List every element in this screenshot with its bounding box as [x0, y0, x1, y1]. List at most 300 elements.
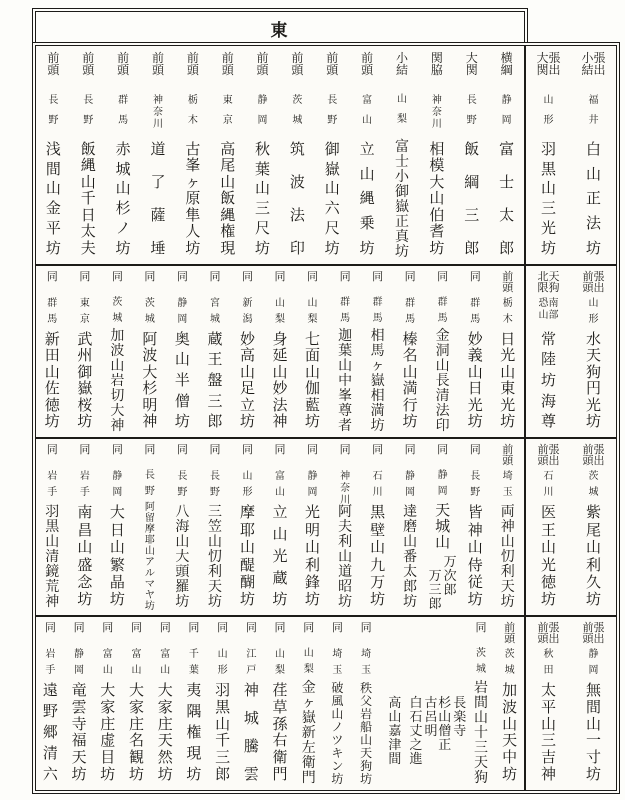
- band-1-main-columns: [36, 46, 524, 264]
- province-line: 神 奈 川: [431, 95, 442, 130]
- rank-line: 同: [437, 443, 449, 457]
- province-line: 岩 手: [79, 471, 90, 499]
- entry-rank: [134, 444, 167, 471]
- banzuke-entry: [71, 46, 106, 264]
- entry-rank: [134, 271, 167, 299]
- banzuke-entry: [231, 439, 264, 615]
- banzuke-entry: [106, 46, 141, 264]
- entry-rank: [36, 52, 71, 96]
- entry-name: [526, 329, 571, 438]
- name-line: 紫 尾 山 利 久 坊: [585, 503, 601, 609]
- entry-name: [101, 505, 134, 615]
- entry-name: [166, 505, 199, 616]
- entry-province: [106, 96, 141, 142]
- province-line: 長 野: [83, 95, 94, 126]
- banzuke-entry: [245, 46, 280, 264]
- name-line: 白 山 正 法 坊: [585, 140, 601, 257]
- banzuke-entry: [385, 46, 420, 264]
- province-line: 静 岡: [501, 95, 512, 126]
- entry-province: [71, 96, 106, 142]
- province-line: 恐 山: [538, 297, 549, 321]
- banzuke-entry: [266, 617, 295, 790]
- name-line: 阿 留 摩 耶 山 ア ル マ ヤ 坊: [144, 501, 155, 612]
- entry-rank: [151, 622, 180, 650]
- entry-name: [526, 505, 571, 615]
- rank-line: 同: [274, 269, 286, 283]
- entry-province: [361, 298, 394, 330]
- name-line: 迦 葉 山 中 峯 尊 者: [338, 328, 353, 435]
- entry-name: [361, 505, 394, 615]
- entry-name: [323, 682, 352, 790]
- entry-name: [69, 505, 102, 615]
- name-line: 金 ヶ 嶽 新 左 衛 門: [301, 680, 316, 787]
- entry-rank: [419, 52, 454, 96]
- rank-line: 前 頭: [221, 51, 234, 77]
- banzuke-entry: [294, 617, 323, 790]
- entry-name: [467, 681, 496, 790]
- rank-line: 同: [245, 621, 257, 635]
- rank-line: 前 頭: [256, 51, 269, 77]
- entry-rank: [495, 622, 524, 650]
- rank-line: 同: [73, 621, 85, 635]
- entry-name: [409, 683, 438, 790]
- name-line: 阿 波 大 杉 明 神: [142, 329, 158, 431]
- banzuke-entry: [166, 439, 199, 615]
- province-line: 宮 城: [209, 297, 220, 325]
- entry-province: [380, 650, 409, 683]
- entry-rank: [122, 622, 151, 650]
- entry-rank: [323, 622, 352, 649]
- province-line: 静 岡: [437, 470, 448, 498]
- name-line: 白 石 丈 之 進: [409, 696, 423, 768]
- province-line: 茨 城: [475, 648, 486, 676]
- province-line: 山 梨: [275, 649, 286, 677]
- entry-province: [426, 471, 459, 503]
- entry-province: [350, 96, 385, 142]
- rank-line: 前 頭: [537, 621, 549, 646]
- entry-name: [426, 329, 459, 437]
- band-4-haridashi-columns: [524, 617, 616, 790]
- entry-rank: [394, 444, 427, 472]
- rank-line: 前 頭: [151, 51, 164, 77]
- entry-province: [69, 472, 102, 505]
- banzuke-entry: [489, 46, 524, 264]
- rank-line: 同: [307, 443, 319, 457]
- banzuke-entry: [315, 46, 350, 264]
- banzuke-entry: [101, 266, 134, 438]
- entry-province: [122, 650, 151, 683]
- banzuke-entry: [571, 266, 616, 438]
- name-line: 加 波 山 岩 切 大 神: [110, 328, 125, 435]
- name-line: 荏 草 孫 右 衛 門: [272, 681, 288, 783]
- entry-province: [491, 472, 524, 505]
- rank-line: 前 頭: [117, 51, 130, 77]
- rank-line: 小 結: [395, 51, 408, 77]
- province-line: 茨 城: [112, 296, 123, 324]
- entry-name: [36, 329, 69, 438]
- entry-province: [69, 299, 102, 332]
- name-line: 大 日 山 繁 晶 坊: [109, 503, 125, 609]
- entry-name: [571, 683, 616, 790]
- province-line: 埼 玉: [332, 648, 343, 676]
- rank-line: 同: [176, 269, 188, 283]
- entry-rank: [141, 52, 176, 96]
- rank-line: 同: [241, 269, 253, 283]
- province-line: 埼 玉: [502, 471, 513, 499]
- entry-rank: [526, 622, 571, 650]
- banzuke-entry: [36, 266, 69, 438]
- entry-rank: [352, 622, 381, 649]
- banzuke-entry: [459, 266, 492, 438]
- province-line: 山 形: [588, 297, 599, 325]
- rank-line: 同: [274, 621, 286, 635]
- name-line: 相 馬 ヶ 嶽 相 満 坊: [370, 328, 385, 435]
- banzuke-entry: [180, 617, 209, 790]
- rank-band-1: [36, 46, 616, 264]
- name-line: 立 山 光 蔵 坊: [272, 503, 288, 609]
- banzuke-entry: [36, 439, 69, 615]
- entry-name: [419, 142, 454, 264]
- name-line: 飯 縄 山 千 日 太 夫: [80, 140, 96, 257]
- rank-line: 同: [79, 443, 91, 457]
- rank-line: 同: [44, 621, 56, 635]
- entry-province: [296, 472, 329, 505]
- entry-name: [394, 329, 427, 438]
- entry-name: [208, 683, 237, 790]
- entry-rank: [101, 444, 134, 472]
- rank-line: 同: [241, 443, 253, 457]
- rank-line: 同: [144, 269, 156, 283]
- entry-rank: [245, 52, 280, 96]
- entry-rank: [280, 52, 315, 96]
- entry-province: [134, 299, 167, 332]
- entry-name: [426, 503, 459, 615]
- province-line: 富 山: [160, 649, 171, 677]
- rank-line: 同: [372, 443, 384, 457]
- entry-rank: [36, 622, 65, 650]
- province-line: 山 梨: [303, 648, 314, 676]
- entry-province: [323, 650, 352, 682]
- name-line: 奥 山 半 僧 坊: [174, 329, 190, 431]
- entry-province: [467, 649, 496, 681]
- entry-name: [101, 329, 134, 437]
- entry-rank: [264, 271, 297, 299]
- province-line: 長 野: [466, 95, 477, 126]
- name-line: 達 磨 山 番 太 郎 坊: [403, 503, 418, 610]
- province-line: 南 部: [548, 297, 559, 321]
- name-line: 長 楽 寺: [453, 696, 467, 740]
- banzuke-entry: [264, 266, 297, 438]
- banzuke-entry: [65, 617, 94, 790]
- banzuke-entry: [491, 439, 524, 615]
- entry-name: [526, 142, 571, 264]
- entry-name: [438, 683, 467, 790]
- entry-rank: [426, 444, 459, 471]
- entry-rank: [526, 444, 571, 472]
- entry-province: [93, 650, 122, 683]
- entry-name: [122, 683, 151, 790]
- province-line: 群 馬: [372, 296, 383, 324]
- province-line: 岩 手: [47, 471, 58, 499]
- rank-line: 前 頭: [537, 443, 549, 468]
- entry-rank: [491, 271, 524, 299]
- entry-rank: [459, 444, 492, 472]
- banzuke-entry: [571, 439, 616, 615]
- banzuke-entry: [36, 617, 65, 790]
- name-line: 妙 高 山 足 立 坊: [239, 329, 255, 431]
- entry-name: [199, 329, 232, 438]
- entry-rank: [237, 622, 266, 650]
- province-line: 群 馬: [405, 297, 416, 325]
- banzuke-entry: [526, 46, 571, 264]
- name-line: 高 山 嘉 津 間: [388, 696, 402, 768]
- entry-rank: [208, 622, 237, 650]
- rank-line: 横 綱: [500, 51, 513, 77]
- entry-rank: [454, 52, 489, 96]
- name-line: 妙 義 山 日 光 坊: [467, 329, 483, 431]
- banzuke-entry: [426, 439, 459, 615]
- name-line: 羽 黒 山 清 鏡 荒 神: [45, 503, 60, 610]
- name-line: 三 笠 山 忉 利 天 坊: [207, 503, 222, 610]
- entry-rank: [231, 444, 264, 472]
- entry-name: [266, 683, 295, 790]
- entry-province: [426, 298, 459, 330]
- entry-name: [264, 505, 297, 615]
- name-line: 遠 野 郷 清 六: [42, 681, 58, 783]
- banzuke-entry: [526, 439, 571, 615]
- band-4-main-columns: [36, 617, 524, 790]
- rank-line: 張 出: [593, 443, 605, 468]
- band-2-haridashi-columns: [524, 266, 616, 438]
- entry-province: [36, 299, 69, 332]
- rank-line: 張 出: [593, 269, 605, 294]
- province-line: 静 岡: [74, 649, 85, 677]
- banzuke-entry: [571, 46, 616, 264]
- banzuke-entry: [454, 46, 489, 264]
- banzuke-entry: [361, 266, 394, 438]
- entry-province: [101, 298, 134, 330]
- banzuke-entry: [101, 439, 134, 615]
- name-line: 富 士 小 御 嶽 正 真 坊: [394, 138, 409, 260]
- entry-name: [210, 142, 245, 264]
- entry-province: [264, 472, 297, 505]
- entry-name: [296, 505, 329, 615]
- entry-rank: [409, 622, 438, 650]
- name-line: 古 峯 ヶ 原 隼 人 坊: [185, 140, 201, 257]
- entry-name: [71, 142, 106, 264]
- entry-name: [571, 329, 616, 438]
- name-line: 身 延 山 妙 法 神: [272, 329, 288, 431]
- entry-rank: [69, 271, 102, 299]
- entry-rank: [296, 271, 329, 299]
- name-line: 赤 城 山 杉 ノ 坊: [115, 140, 131, 257]
- name-line: 大 家 庄 虚 目 坊: [100, 681, 116, 783]
- name-line: 太 平 山 三 吉 神: [540, 681, 556, 783]
- entry-province: [571, 299, 616, 332]
- entry-province: [526, 472, 571, 505]
- entry-name: [69, 329, 102, 438]
- band-3-main-columns: [36, 439, 524, 615]
- entry-province: [237, 650, 266, 683]
- rank-line: 前 頭: [502, 269, 514, 294]
- rank-line: 同: [131, 621, 142, 635]
- province-line: 山 形: [242, 471, 253, 499]
- entry-rank: [571, 444, 616, 472]
- name-line: 秩 父 岩 船 山 天 狗 坊: [360, 680, 373, 786]
- province-line: 静 岡: [588, 649, 599, 677]
- province-line: 静 岡: [307, 471, 318, 499]
- entry-name: [264, 329, 297, 438]
- name-line: 富 士 太 郎: [499, 140, 515, 257]
- entry-province: [459, 299, 492, 332]
- entry-rank: [199, 271, 232, 299]
- rank-line: 同: [404, 443, 416, 457]
- province-line: 栃 木: [502, 297, 513, 325]
- entry-province: [394, 472, 427, 505]
- entry-name: [65, 683, 94, 790]
- entry-rank: [231, 271, 264, 299]
- entry-name: [36, 683, 65, 790]
- banzuke-entry: [394, 439, 427, 615]
- name-line: 筑 波 法 印: [289, 140, 305, 257]
- rank-line: 関 脇: [430, 51, 443, 77]
- name-line: 武 州 御 嶽 桜 坊: [77, 329, 93, 431]
- rank-line: 同: [339, 443, 351, 457]
- name-line: 古 呂 明: [424, 696, 438, 740]
- entry-rank: [459, 271, 492, 299]
- name-line: 榛 名 山 満 行 坊: [402, 329, 418, 431]
- rank-line: 張 出: [593, 621, 605, 646]
- entry-rank: [296, 444, 329, 472]
- east-header-box: [32, 8, 528, 45]
- rank-line: 同: [475, 621, 487, 635]
- entry-province: [526, 650, 571, 683]
- province-line: 富 山: [131, 649, 142, 677]
- name-line: 新 田 山 佐 徳 坊: [44, 329, 60, 431]
- entry-rank: [361, 444, 394, 472]
- rank-line: 同: [469, 443, 481, 457]
- entry-rank: [489, 52, 524, 96]
- name-line: 両 神 山 忉 利 天 坊: [500, 503, 515, 610]
- entry-province: [571, 472, 616, 505]
- entry-province: [101, 472, 134, 505]
- rank-line: 大 関: [536, 51, 549, 77]
- province-line: 長 野: [144, 470, 155, 498]
- entry-name: [495, 683, 524, 790]
- rank-line: 同: [274, 443, 286, 457]
- entry-name: [361, 329, 394, 437]
- banzuke-entry: [199, 266, 232, 438]
- rank-line: 同: [469, 269, 481, 283]
- province-line: 山 形: [543, 95, 554, 126]
- province-line: 福 井: [588, 95, 599, 126]
- rank-line: 同: [339, 269, 351, 283]
- entry-province: [394, 299, 427, 332]
- entry-province: [245, 96, 280, 142]
- entry-province: [134, 471, 167, 503]
- province-line: 埼 玉: [361, 648, 372, 676]
- entry-rank: [438, 622, 467, 650]
- entry-name: [36, 142, 71, 264]
- entry-rank: [350, 52, 385, 96]
- name-line: 破 風 山 ノ ツ キ ン 坊: [331, 680, 344, 786]
- province-line: 群 馬: [470, 297, 481, 325]
- entry-name: [280, 142, 315, 264]
- province-line: 山 梨: [275, 297, 286, 325]
- banzuke-entry: [141, 46, 176, 264]
- banzuke-entry: [166, 266, 199, 438]
- banzuke-entry: [426, 266, 459, 438]
- entry-province: [231, 299, 264, 332]
- name-line: 秋 葉 山 三 尺 坊: [255, 140, 271, 257]
- entry-province: [36, 650, 65, 683]
- entry-subnames: [429, 556, 457, 611]
- name-line: 蔵 王 盤 三 郎: [207, 329, 223, 431]
- name-line: 道 了 薩 埵: [150, 140, 166, 257]
- entry-province: [166, 299, 199, 332]
- entry-name: [571, 505, 616, 615]
- name-line: 御 嶽 山 六 尺 坊: [324, 140, 340, 257]
- entry-name: [180, 683, 209, 790]
- rank-band-4: [36, 615, 616, 790]
- province-line: 秋 田: [543, 649, 554, 677]
- banzuke-entry: [438, 617, 467, 790]
- entry-province: [352, 650, 381, 682]
- rank-line: 同: [102, 621, 114, 635]
- name-line: 八 海 山 大 頭 羅 坊: [175, 503, 190, 610]
- province-line: 茨 城: [588, 471, 599, 499]
- entry-rank: [266, 622, 295, 650]
- rank-line: 前 頭: [361, 51, 374, 77]
- banzuke-entry: [571, 617, 616, 790]
- entry-name: [245, 142, 280, 264]
- name-line: 七 面 山 伽 藍 坊: [305, 329, 321, 431]
- rank-line: 同: [111, 269, 123, 283]
- entry-name: [134, 329, 167, 438]
- entry-rank: [571, 622, 616, 650]
- name-line: 水 天 狗 円 光 坊: [585, 329, 601, 431]
- subname-line: 万 次 郎: [443, 555, 457, 599]
- banzuke-entry: [231, 266, 264, 438]
- entry-name: [141, 142, 176, 264]
- province-line: 茨 城: [292, 95, 303, 126]
- rank-line: 同: [303, 621, 315, 635]
- province-line: 静 岡: [177, 297, 188, 325]
- entry-province: [526, 96, 571, 142]
- rank-line: 同: [111, 443, 123, 457]
- banzuke-entry: [134, 266, 167, 438]
- entry-name: [352, 682, 381, 790]
- east-title: 東: [270, 21, 290, 41]
- banzuke-sheet: [32, 8, 620, 794]
- banzuke-entry: [280, 46, 315, 264]
- name-line: 日 光 山 東 光 坊: [500, 329, 516, 431]
- banzuke-entry: [361, 439, 394, 615]
- rank-line: 同: [437, 269, 449, 283]
- entry-province: [264, 299, 297, 332]
- name-line: 杉 山 僧 正: [438, 696, 452, 754]
- entry-rank: [65, 622, 94, 650]
- province-line: 茨 城: [504, 649, 515, 677]
- entry-name: [294, 681, 323, 790]
- rank-line: 張 出: [593, 51, 606, 77]
- entry-province: [409, 650, 438, 683]
- banzuke-entry: [329, 266, 362, 438]
- province-line: 東 京: [79, 297, 90, 325]
- name-line: 立 山 縄 乗 坊: [359, 140, 375, 257]
- province-line: 東 京: [222, 95, 233, 126]
- province-line: 千 葉: [188, 649, 199, 677]
